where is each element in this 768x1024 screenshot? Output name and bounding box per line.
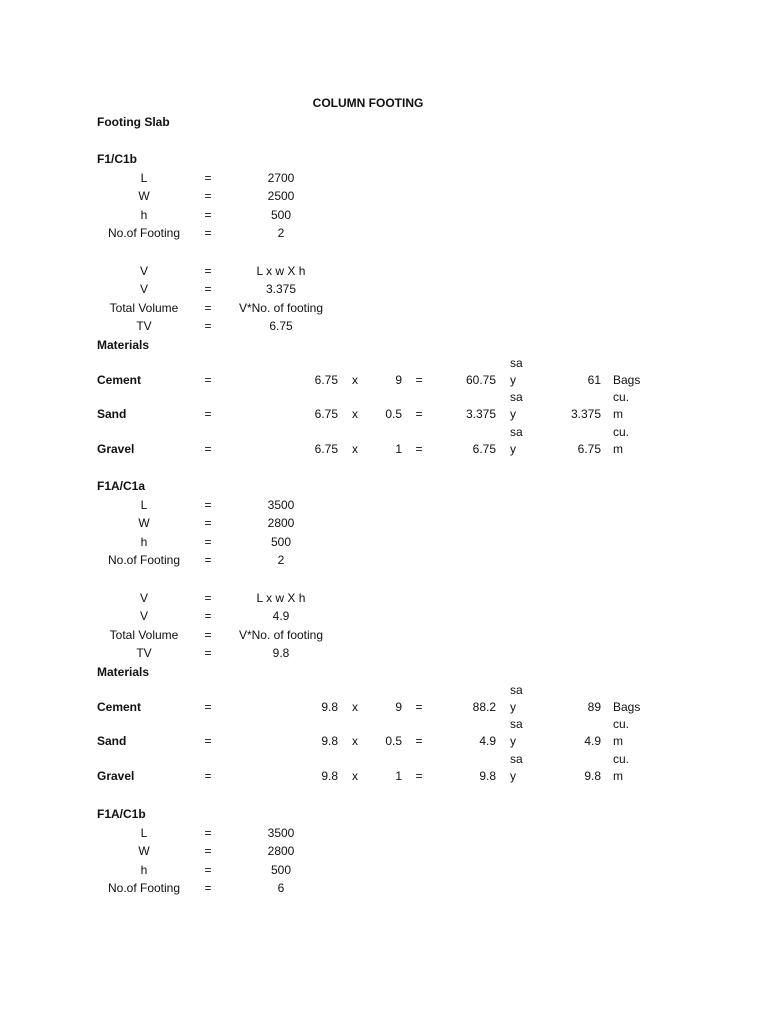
footing-2-sand-factor: 0.5 xyxy=(385,734,402,748)
footing-2-sand-product: 4.9 xyxy=(479,734,496,748)
footing-2-value-count: 2 xyxy=(277,553,285,568)
footing-1-sand-unit-bottom: m xyxy=(613,407,623,421)
footing-1-cement-label: Cement xyxy=(97,373,142,387)
footing-1-equals: = xyxy=(204,282,212,297)
footing-2-value-L: 3500 xyxy=(267,497,295,512)
footing-3-value-h: 500 xyxy=(270,862,292,877)
footing-1-label-no-of-footing: No.of Footing xyxy=(107,226,181,241)
footing-2-cement-unit: Bags xyxy=(613,700,641,714)
footing-1-cement-product: 60.75 xyxy=(465,373,496,387)
footing-1-sand-volume: 6.75 xyxy=(314,407,338,421)
footing-1-equals: = xyxy=(204,373,212,387)
footing-2-equals: = xyxy=(204,553,212,568)
footing-2-gravel-product: 9.8 xyxy=(479,769,496,783)
footing-2-equals: = xyxy=(204,627,212,642)
footing-1-gravel-product: 6.75 xyxy=(472,442,496,456)
footing-1-sand-factor: 0.5 xyxy=(385,407,402,421)
footing-2-value-h: 500 xyxy=(270,534,292,549)
footing-1-volume-value: 3.375 xyxy=(265,282,297,297)
footing-1-label-L: L xyxy=(140,170,148,185)
footing-2-gravel-label: Gravel xyxy=(97,769,135,783)
footing-2-cement-equals: = xyxy=(415,700,423,714)
footing-2-volume-formula: L x w X h xyxy=(256,590,306,605)
footing-1-cement-unit: Bags xyxy=(613,373,641,387)
footing-2-label-W: W xyxy=(138,516,150,531)
footing-2-cement-factor: 9 xyxy=(395,700,402,714)
footing-3-label-h: h xyxy=(140,862,148,877)
footing-1-name: F1/C1b xyxy=(97,152,138,166)
footing-1-equals: = xyxy=(204,319,212,334)
footing-1-equals: = xyxy=(204,407,212,421)
footing-2-sand-equals: = xyxy=(415,734,423,748)
footing-1-value-h: 500 xyxy=(270,207,292,222)
footing-3-name: F1A/C1b xyxy=(97,807,146,821)
footing-1-volume-formula: L x w X h xyxy=(256,263,306,278)
footing-1-equals: = xyxy=(204,300,212,315)
footing-3-equals: = xyxy=(204,881,212,896)
footing-3-value-W: 2800 xyxy=(267,844,295,859)
footing-1-cement-result: 61 xyxy=(587,373,601,387)
document-title: COLUMN FOOTING xyxy=(312,96,424,110)
footing-2-sand-unit-top: cu. xyxy=(613,717,630,731)
footing-1-gravel-label: Gravel xyxy=(97,442,135,456)
footing-1-equals: = xyxy=(204,207,212,222)
footing-3-label-L: L xyxy=(140,825,148,840)
footing-2-cement-volume: 9.8 xyxy=(321,700,338,714)
footing-1-equals: = xyxy=(204,189,212,204)
footing-1-cement-times: x xyxy=(352,373,358,387)
footing-2-sand-label: Sand xyxy=(97,734,127,748)
footing-3-equals: = xyxy=(204,825,212,840)
footing-2-equals: = xyxy=(204,700,212,714)
footing-1-equals: = xyxy=(204,263,212,278)
footing-1-equals: = xyxy=(204,442,212,456)
footing-2-sand-say-top: sa xyxy=(510,717,523,731)
footing-2-sand-times: x xyxy=(352,734,358,748)
footing-1-total-volume-formula: V*No. of footing xyxy=(238,300,324,315)
footing-2-materials-heading: Materials xyxy=(97,665,150,679)
footing-1-gravel-times: x xyxy=(352,442,358,456)
footing-2-equals: = xyxy=(204,516,212,531)
footing-3-value-L: 3500 xyxy=(267,825,295,840)
footing-1-sand-product: 3.375 xyxy=(465,407,496,421)
footing-2-sand-volume: 9.8 xyxy=(321,734,338,748)
footing-2-sand-say-bottom: y xyxy=(510,734,516,748)
footing-1-label-h: h xyxy=(140,207,148,222)
footing-1-value-count: 2 xyxy=(277,226,285,241)
footing-2-equals: = xyxy=(204,609,212,624)
footing-3-label-W: W xyxy=(138,844,150,859)
footing-1-gravel-unit-bottom: m xyxy=(613,442,623,456)
footing-2-cement-result: 89 xyxy=(587,700,601,714)
footing-2-label-v: V xyxy=(139,590,149,605)
footing-2-cement-product: 88.2 xyxy=(472,700,496,714)
footing-2-cement-say-top: sa xyxy=(510,683,523,697)
footing-2-equals: = xyxy=(204,734,212,748)
footing-2-label-no-of-footing: No.of Footing xyxy=(107,553,181,568)
footing-2-gravel-result: 9.8 xyxy=(584,769,601,783)
footing-3-equals: = xyxy=(204,862,212,877)
footing-2-label-total-volume: Total Volume xyxy=(109,627,179,642)
footing-2-gravel-unit-top: cu. xyxy=(613,752,630,766)
footing-1-gravel-volume: 6.75 xyxy=(314,442,338,456)
footing-2-name: F1A/C1a xyxy=(97,479,146,493)
footing-1-label-total-volume: Total Volume xyxy=(109,300,179,315)
footing-2-gravel-equals: = xyxy=(415,769,423,783)
footing-1-equals: = xyxy=(204,226,212,241)
footing-3-label-no-of-footing: No.of Footing xyxy=(107,881,181,896)
footing-2-gravel-say-bottom: y xyxy=(510,769,516,783)
footing-1-sand-say-bottom: y xyxy=(510,407,516,421)
footing-1-cement-factor: 9 xyxy=(395,373,402,387)
footing-1-total-volume-value: 6.75 xyxy=(269,319,293,334)
footing-1-sand-times: x xyxy=(352,407,358,421)
footing-2-gravel-unit-bottom: m xyxy=(613,769,623,783)
footing-2-volume-value: 4.9 xyxy=(272,609,290,624)
footing-1-sand-say-top: sa xyxy=(510,390,523,404)
footing-2-label-tv: TV xyxy=(136,646,152,661)
footing-2-total-volume-value: 9.8 xyxy=(272,646,290,661)
footing-2-gravel-say-top: sa xyxy=(510,752,523,766)
footing-2-gravel-factor: 1 xyxy=(395,769,402,783)
footing-2-gravel-times: x xyxy=(352,769,358,783)
footing-1-gravel-say-bottom: y xyxy=(510,442,516,456)
footing-2-value-W: 2800 xyxy=(267,516,295,531)
footing-1-sand-unit-top: cu. xyxy=(613,390,630,404)
footing-2-gravel-volume: 9.8 xyxy=(321,769,338,783)
footing-2-label-h: h xyxy=(140,534,148,549)
footing-2-equals: = xyxy=(204,769,212,783)
footing-1-cement-volume: 6.75 xyxy=(314,373,338,387)
footing-2-equals: = xyxy=(204,590,212,605)
footing-1-label-tv: TV xyxy=(136,319,152,334)
footing-1-sand-equals: = xyxy=(415,407,423,421)
footing-1-equals: = xyxy=(204,170,212,185)
footing-2-sand-unit-bottom: m xyxy=(613,734,623,748)
footing-1-gravel-unit-top: cu. xyxy=(613,425,630,439)
section-heading: Footing Slab xyxy=(97,115,170,129)
footing-1-cement-say-bottom: y xyxy=(510,373,516,387)
footing-1-sand-label: Sand xyxy=(97,407,127,421)
footing-2-equals: = xyxy=(204,497,212,512)
footing-1-gravel-say-top: sa xyxy=(510,425,523,439)
footing-2-total-volume-formula: V*No. of footing xyxy=(238,627,324,642)
footing-1-label-v: V xyxy=(139,282,149,297)
footing-1-gravel-result: 6.75 xyxy=(577,442,601,456)
footing-1-cement-equals: = xyxy=(415,373,423,387)
footing-2-cement-times: x xyxy=(352,700,358,714)
footing-2-label-L: L xyxy=(140,497,148,512)
footing-3-value-count: 6 xyxy=(277,881,285,896)
footing-2-sand-result: 4.9 xyxy=(584,734,601,748)
footing-1-cement-say-top: sa xyxy=(510,356,523,370)
footing-1-gravel-factor: 1 xyxy=(395,442,402,456)
footing-2-cement-label: Cement xyxy=(97,700,142,714)
footing-1-sand-result: 3.375 xyxy=(570,407,601,421)
footing-2-equals: = xyxy=(204,646,212,661)
footing-1-label-v: V xyxy=(139,263,149,278)
footing-1-value-W: 2500 xyxy=(267,189,295,204)
footing-1-label-W: W xyxy=(138,189,150,204)
footing-2-cement-say-bottom: y xyxy=(510,700,516,714)
footing-1-materials-heading: Materials xyxy=(97,338,150,352)
footing-1-value-L: 2700 xyxy=(267,170,295,185)
footing-3-equals: = xyxy=(204,844,212,859)
footing-2-equals: = xyxy=(204,534,212,549)
footing-2-label-v: V xyxy=(139,609,149,624)
footing-1-gravel-equals: = xyxy=(415,442,423,456)
